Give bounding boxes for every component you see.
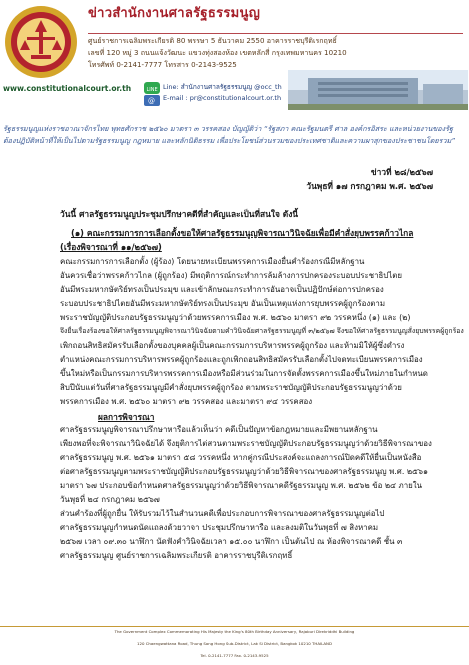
body-line: เพียงพอที่จะพิจารณาวินิจฉัยได้ จึงยุติการไต่สวนตามพระราชบัญญัติประกอบรัฐธรรมนูญว่าด้วยวิธีพิจารณาของ	[60, 439, 432, 448]
case-title: (๑) คณะกรรมการการเลือกตั้งขอให้ศาลรัฐธรรมนูญพิจารณาวินิจฉัยเพื่อมีคำสั่งยุบพรรคก้าวไกล	[71, 228, 414, 238]
body-line: อันมีพระมหากษัตริย์ทรงเป็นประมุข และเข้าลักษณะกระทำการอันอาจเป็นปฏิปักษ์ต่อการปกครอง	[60, 285, 384, 294]
body-line: ส่วนคำร้องที่ผู้ถูกยื่น ให้รับรวมไว้ในสำนวนคดีเพื่อประกอบการพิจารณาของศาลรัฐธรรมนูญต่อไป	[60, 509, 385, 518]
footer	[0, 628, 469, 665]
footer-divider	[0, 626, 469, 627]
address-line-2: เลขที่ 120 หมู่ 3 ถนนแจ้งวัฒนะ แขวงทุ่งสองห้อง เขตหลักสี่ กรุงเทพมหานคร 10210	[88, 48, 347, 57]
email-link[interactable]: E-mail : pr@constitutionalcourt.or.th	[163, 94, 282, 102]
body-line: เพิกถอนสิทธิสมัครรับเลือกตั้งของบุคคลผู้เป็นคณะกรรมการบริหารพรรคผู้ถูกร้อง และห้ามมิให้ผู้ซึ่งดำรง	[60, 341, 405, 350]
footer-contact: Tel. 0-2141-7777 Fax. 0-2143-9525	[200, 653, 269, 658]
footer-address-line-2: 120 Chaengwattana Road, Thung Song Hong Sub-District, Lak Si District, Bangkok 10210 THAILAND	[137, 641, 332, 646]
divider	[88, 33, 463, 34]
body-line: มาตรา ๖๗ ประกอบข้อกำหนดศาลรัฐธรรมนูญว่าด้วยวิธีพิจารณาคดีรัฐธรรมนูญ พ.ศ. ๒๕๖๒ ข้อ ๒๔ ภายใน	[60, 481, 423, 490]
body-line: ระบอบประชาธิปไตยอันมีพระมหากษัตริย์ทรงเป็นประมุข อันเป็นเหตุแห่งการยุบพรรคผู้ถูกร้องตาม	[60, 299, 386, 308]
body-line: ศาลรัฐธรรมนูญพิจารณาปรึกษาหารือแล้วเห็นว่า คดีเป็นปัญหาข้อกฎหมายและมีพยานหลักฐาน	[60, 425, 378, 434]
website-link[interactable]: www.constitutionalcourt.or.th	[3, 84, 132, 93]
body-line: ศาลรัฐธรรมนูญกำหนดนัดแถลงด้วยวาจา ประชุมปรึกษาหารือ และลงมติในวันพุธที่ ๗ สิงหาคม	[60, 523, 379, 532]
outcome-heading: ผลการพิจารณา	[98, 412, 155, 422]
constitution-quote-line-1: รัฐธรรมนูญแห่งราชอาณาจักรไทย พุทธศักราช ๒๕๖๐ มาตรา ๓ วรรคสอง บัญญัติว่า “รัฐสภา คณะรัฐมนตรี ศาล องค์กรอิสระ และหน่วยงานของรัฐ	[3, 124, 453, 133]
body-line: พรรคการเมือง พ.ศ. ๒๕๖๐ มาตรา ๙๒ วรรคสอง และมาตรา ๙๔ วรรคสอง	[60, 397, 313, 406]
body-line: จึงยื่นเรื่องร้องขอให้ศาลรัฐธรรมนูญพิจารณาวินิจฉัยตามคำวินิจฉัยศาลรัฐธรรมนูญที่ ๓/๒๕๖๗ จึงขอให้ศาลรัฐธรรมนูญสั่งยุบพรรคผู้ถูกร้อง	[60, 327, 464, 335]
body-line: ศาลรัฐธรรมนูญ พ.ศ. ๒๕๖๑ มาตรา ๕๘ วรรคหนึ่ง หากคู่กรณีประสงค์จะแถลงการณ์ปิดคดีให้ยื่นเป็นหนังสือ	[60, 453, 422, 462]
body-line: ตำแหน่งคณะกรรมการบริหารพรรคผู้ถูกร้องและถูกเพิกถอนสิทธิสมัครรับเลือกตั้งไปจดทะเบียนพรรคการเมือง	[60, 355, 423, 364]
body-line: ศาลรัฐธรรมนูญ ศูนย์ราชการเฉลิมพระเกียรติ อาคารราชบุรีดิเรกฤทธิ์	[60, 551, 293, 560]
footer-address-line-1: The Government Complex Commemorating His Majesty the King's 80th Birthday Anniversary, Rajaburi Direkriddhi Building	[114, 629, 355, 634]
case-number-prefix: (เรื่องพิจารณาที่	[60, 242, 121, 252]
constitutional-court-emblem-icon	[3, 4, 79, 80]
body-line: ๒๕๖๗ เวลา ๐๙.๓๐ นาฬิกา นัดฟังคำวินิจฉัยเวลา ๑๕.๐๐ นาฬิกา เป็นต้นไป ณ ห้องพิจารณาคดี ชั้น ๓	[60, 537, 403, 546]
court-building-image	[288, 70, 468, 110]
body-line: สิบปีนับแต่วันที่ศาลรัฐธรรมนูญมีคำสั่งยุบพรรคผู้ถูกร้อง ตามพระราชบัญญัติประกอบรัฐธรรมนูญว่าด้วย	[60, 383, 402, 392]
letterhead	[0, 0, 469, 112]
intro-text: วันนี้ ศาลรัฐธรรมนูญประชุมปรึกษาคดีที่สำคัญและเป็นที่สนใจ ดังนี้	[60, 209, 299, 219]
news-number: ข่าวที่ ๒๘/๒๕๖๗	[370, 167, 433, 177]
body-line: ต่อศาลรัฐธรรมนูญตามพระราชบัญญัติประกอบรัฐธรรมนูญว่าด้วยวิธีพิจารณาของศาลรัฐธรรมนูญ พ.ศ. ๒๕๖๑	[60, 467, 429, 476]
line-contact-link[interactable]: Line: สำนักงานศาลรัฐธรรมนูญ @occ_th	[163, 83, 282, 91]
case-number-value: ๑๑/๒๕๖๗)	[120, 242, 162, 252]
constitution-quote-line-2: ต้องปฏิบัติหน้าที่ให้เป็นไปตามรัฐธรรมนูญ กฎหมาย และหลักนิติธรรม เพื่อประโยชน์ส่วนรวมของประเทศชาติและความผาสุกของประชาชนโดยรวม”	[3, 136, 455, 145]
news-date: วันพุธที่ ๑๗ กรกฎาคม พ.ศ. ๒๕๖๗	[306, 181, 433, 191]
svg-text:LINE: LINE	[146, 87, 158, 93]
svg-text:@: @	[148, 97, 155, 105]
contact-phone: โทรศัพท์ 0-2141-7777 โทรสาร 0-2143-9525	[88, 60, 237, 69]
body-line: พระราชบัญญัติประกอบรัฐธรรมนูญว่าด้วยพรรคการเมือง พ.ศ. ๒๕๖๐ มาตรา ๙๒ วรรคหนึ่ง (๑) และ (๒)	[60, 313, 411, 322]
address-line-1: ศูนย์ราชการเฉลิมพระเกียรติ 80 พรรษา 5 ธันวาคม 2550 อาคารราชบุรีดิเรกฤทธิ์	[88, 36, 337, 45]
page-title: ข่าวสำนักงานศาลรัฐธรรมนูญ	[88, 6, 261, 21]
body-line: คณะกรรมการการเลือกตั้ง (ผู้ร้อง) โดยนายทะเบียนพรรคการเมืองยื่นคำร้องกรณีมีหลักฐาน	[60, 257, 365, 266]
body-line: วันพุธที่ ๒๔ กรกฎาคม ๒๕๖๗	[60, 495, 160, 504]
body-line: อันควรเชื่อว่าพรรคก้าวไกล (ผู้ถูกร้อง) มีพฤติการณ์กระทำการล้มล้างการปกครองระบอบประชาธิปไตย	[60, 271, 403, 280]
case-number	[60, 240, 162, 254]
body-line: ขึ้นใหม่หรือเป็นกรรมการบริหารพรรคการเมืองหรือมีส่วนร่วมในการจัดตั้งพรรคการเมืองขึ้นใหม่ภายในกำหนด	[60, 369, 428, 378]
